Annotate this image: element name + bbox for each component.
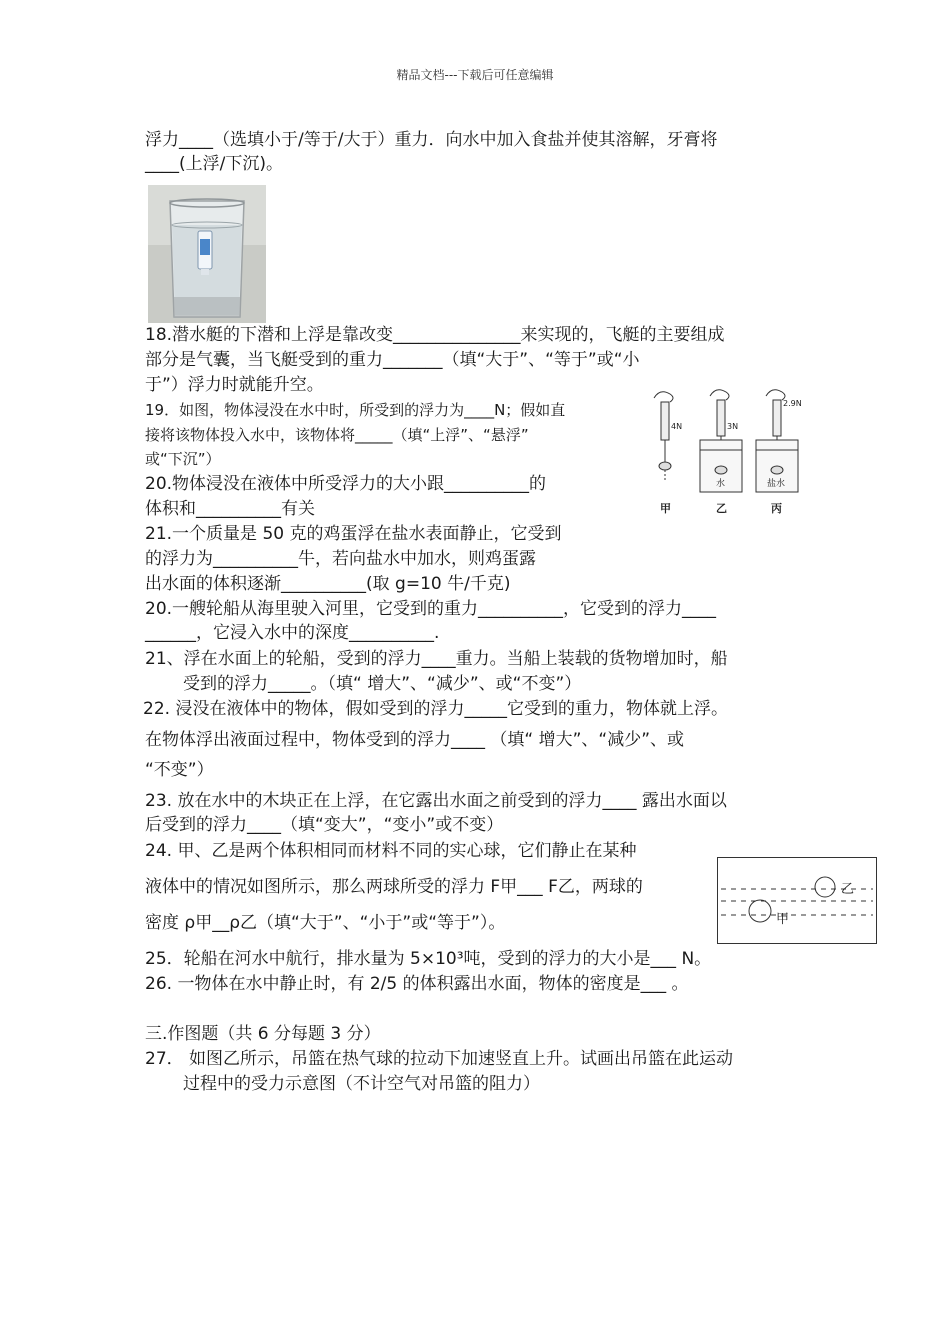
line-q19-2: 接将该物体投入水中，该物体将_____（填“上浮”、“悬浮” bbox=[145, 426, 529, 444]
ball-label-jia: 甲 bbox=[776, 912, 790, 927]
reading-b: 3N bbox=[727, 422, 739, 431]
line-q21b-2: 受到的浮力_____。（填“ 增大”、“减少”、或“不变”） bbox=[183, 674, 582, 694]
line-q27-2: 过程中的受力示意图（不计空气对吊篮的阻力） bbox=[183, 1074, 540, 1094]
line-q20b-2: ______，它浸入水中的深度__________. bbox=[145, 623, 440, 643]
line-q21-3: 出水面的体积逐渐__________(取 g=10 牛/千克) bbox=[145, 574, 511, 594]
line-q18-2: 部分是气囊，当飞艇受到的重力_______（填“大于”、“等于”或“小 bbox=[145, 350, 640, 370]
two-balls-figure bbox=[717, 857, 877, 944]
line-q21-1: 21.一个质量是 50 克的鸡蛋浮在盐水表面静止，它受到 bbox=[145, 524, 562, 544]
caption-bing: 丙 bbox=[771, 502, 782, 515]
line-q19-1: 19．如图，物体浸没在水中时，所受到的浮力为____N；假如直 bbox=[145, 401, 566, 419]
line-q20b-1: 20.一艘轮船从海里驶入河里，它受到的重力__________，它受到的浮力____ bbox=[145, 599, 717, 619]
line-q20-2: 体积和__________有关 bbox=[145, 499, 315, 519]
figure-b bbox=[700, 390, 742, 492]
line-q18-3: 于”）浮力时就能升空。 bbox=[145, 375, 324, 395]
line-q26: 26. 一物体在水中静止时，有 2/5 的体积露出水面，物体的密度是___ 。 bbox=[145, 974, 689, 994]
toothpaste-glass-photo bbox=[148, 185, 266, 323]
line-q20-1: 20.物体浸没在液体中所受浮力的大小跟__________的 bbox=[145, 474, 547, 494]
line-q27-1: 27． 如图乙所示，吊篮在热气球的拉动下加速竖直上升。试画出吊篮在此运动 bbox=[145, 1049, 734, 1069]
page-header: 精品文档---下载后可任意编辑 bbox=[396, 68, 554, 82]
line-q24-1: 24. 甲、乙是两个体积相同而材料不同的实心球，它们静止在某种 bbox=[145, 841, 637, 861]
figure-a bbox=[654, 392, 673, 482]
line-q23-2: 后受到的浮力____（填“变大”，“变小”或不变） bbox=[145, 815, 504, 835]
liquid-label-saltwater: 盐水 bbox=[767, 479, 786, 489]
caption-jia: 甲 bbox=[660, 502, 671, 515]
line-q17-cont-2: ____(上浮/下沉)。 bbox=[145, 154, 283, 174]
ball-label-yi: 乙 bbox=[841, 882, 855, 897]
line-q24-2: 液体中的情况如图所示，那么两球所受的浮力 F甲___ F乙，两球的 bbox=[145, 877, 643, 897]
caption-yi: 乙 bbox=[716, 502, 727, 515]
line-q22-2: 在物体浮出液面过程中，物体受到的浮力____ （填“ 增大”、“减少”、或 bbox=[145, 730, 685, 750]
line-q23-1: 23. 放在水中的木块正在上浮，在它露出水面之前受到的浮力____ 露出水面以 bbox=[145, 791, 727, 811]
line-q21b-1: 21、浮在水面上的轮船，受到的浮力____重力。当船上装载的货物增加时，船 bbox=[145, 649, 728, 669]
line-q19-3: 或“下沉”） bbox=[145, 450, 221, 468]
line-q18-1: 18.潜水艇的下潜和上浮是靠改变_______________来实现的，飞艇的主要组成 bbox=[145, 325, 725, 345]
line-q24-3: 密度 ρ甲__ρ乙（填“大于”、“小于”或“等于”）。 bbox=[145, 913, 506, 933]
line-q17-cont-1: 浮力____（选填小于/等于/大于）重力．向水中加入食盐并使其溶解，牙膏将 bbox=[145, 130, 718, 150]
section-3-title: 三.作图题（共 6 分每题 3 分） bbox=[145, 1024, 381, 1044]
reading-c: 2.9N bbox=[783, 399, 802, 408]
spring-scale-figure bbox=[636, 382, 826, 520]
line-q21-2: 的浮力为__________牛，若向盐水中加水，则鸡蛋露 bbox=[145, 549, 536, 569]
line-q22-1: 22. 浸没在液体中的物体，假如受到的浮力_____它受到的重力，物体就上浮。 bbox=[143, 699, 728, 719]
line-q22-3: “不变”） bbox=[145, 760, 214, 780]
reading-a: 4N bbox=[671, 422, 683, 431]
liquid-label-water: 水 bbox=[716, 479, 726, 489]
line-q25: 25．轮船在河水中航行，排水量为 5×10³吨，受到的浮力的大小是___ N。 bbox=[145, 949, 712, 969]
